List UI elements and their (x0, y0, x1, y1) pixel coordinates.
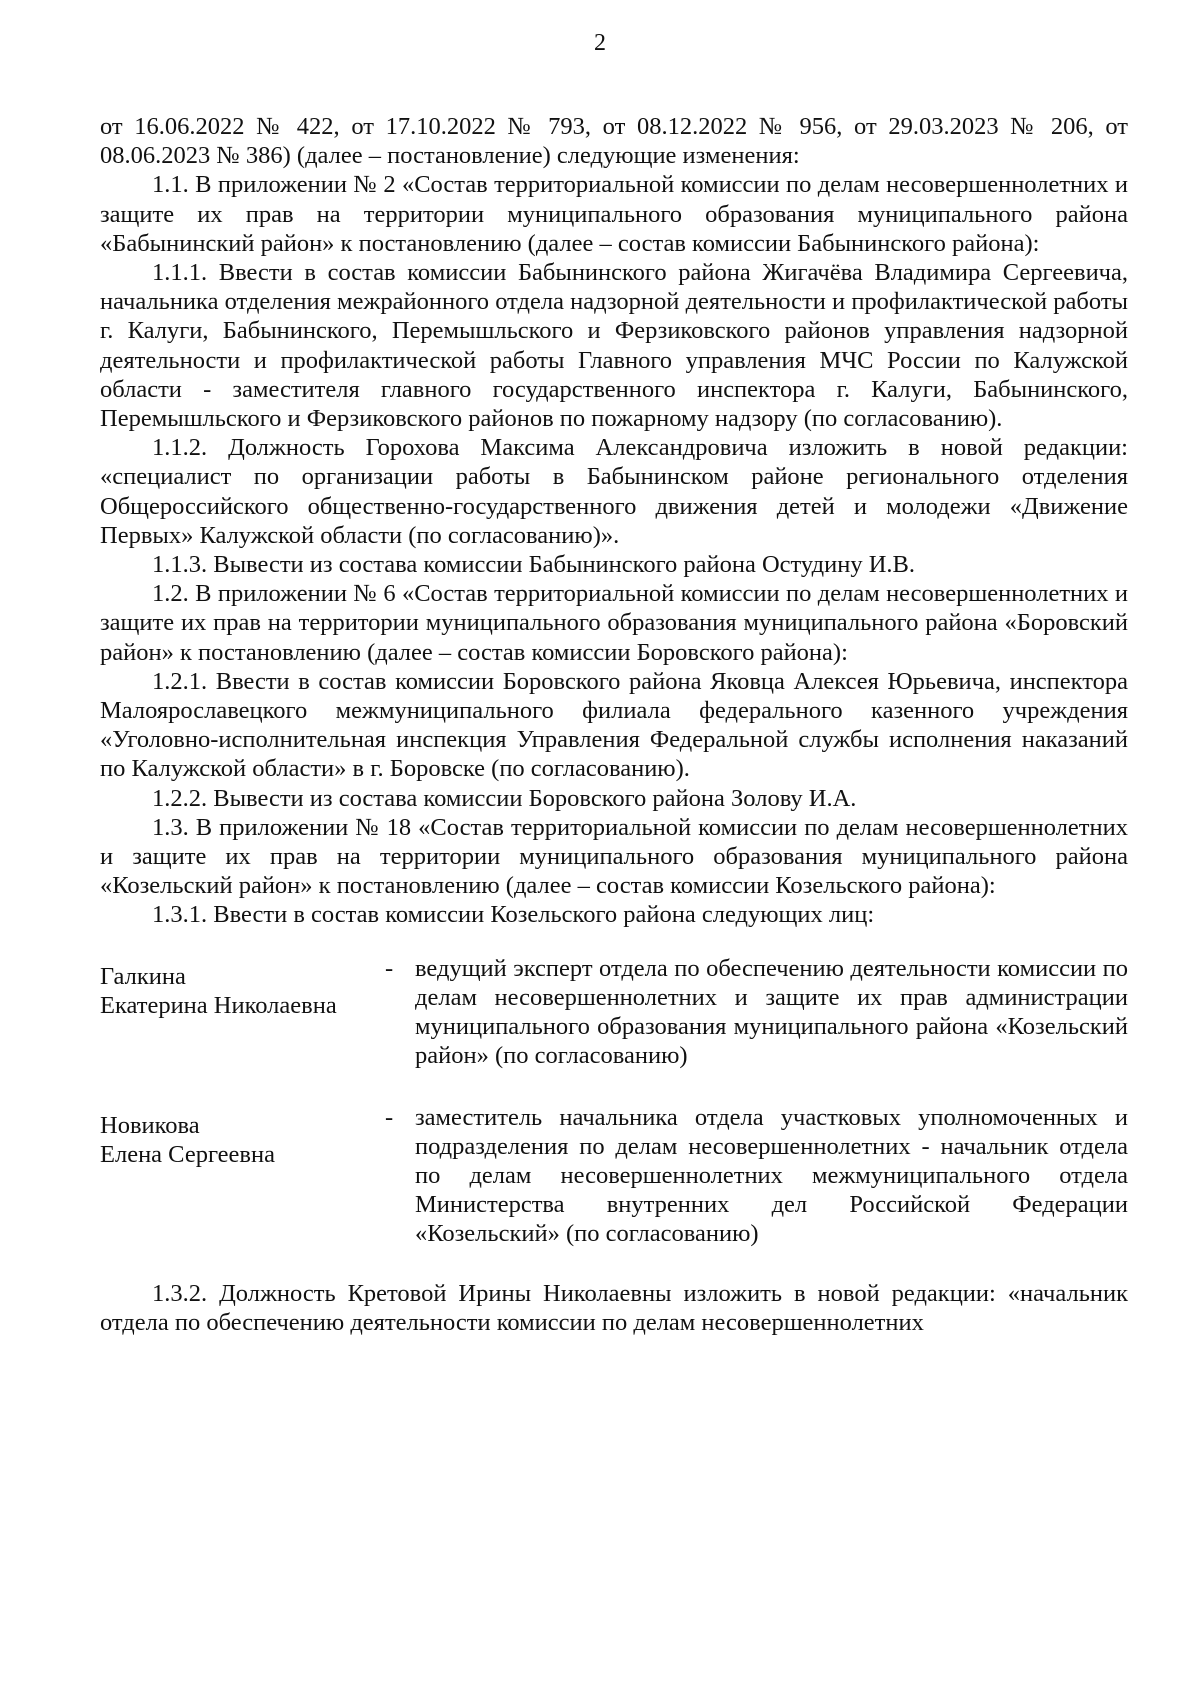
document-body (100, 112, 1128, 1337)
paragraph-1-1-1: 1.1.1. Ввести в состав комиссии Бабынинского района Жигачёва Владимира Сергеевича, начальника отделения межрайонного отдела надзорной деятельности и профилактической работы г. Калуги, Бабынинского, Перемышльского и Ферзиковского районов управления надзорной деятельности и профилактической работы Главного управления МЧС России по Калужской области - заместителя главного государственного инспектора г. Калуги, Бабынинского, Перемышльского и Ферзиковского районов по пожарному надзору (по согласованию). (100, 259, 1128, 433)
member-name (100, 1103, 385, 1169)
paragraph-1-3-1: 1.3.1. Ввести в состав комиссии Козельского района следующих лиц: (152, 901, 875, 929)
members-list (100, 954, 1128, 1249)
member-given-names: Елена Сергеевна (100, 1140, 275, 1168)
member-entry (100, 1103, 1128, 1249)
paragraph-1-2: 1.2. В приложении № 6 «Состав территориальной комиссии по делам несовершеннолетних и защите их прав на территории муниципального образования муниципального района «Боровский район» к постановлению (далее – состав комиссии Боровского района): (100, 580, 1128, 666)
member-given-names: Екатерина Николаевна (100, 991, 337, 1019)
paragraph-1-3-2: 1.3.2. Должность Кретовой Ирины Николаевны изложить в новой редакции: «начальник отдела по обеспечению деятельности комиссии по делам несовершеннолетних (100, 1279, 1128, 1336)
member-dash: - (385, 1103, 394, 1131)
member-surname: Галкина (100, 962, 186, 990)
member-surname: Новикова (100, 1111, 200, 1139)
paragraph-1-2-1: 1.2.1. Ввести в состав комиссии Боровского района Яковца Алексея Юрьевича, инспектора Малоярославецкого межмуниципального филиала федерального казенного учреждения «Уголовно-исполнительная инспекция Управления Федеральной службы исполнения наказаний по Калужской области» в г. Боровске (по согласованию). (100, 667, 1128, 783)
member-description: заместитель начальника отдела участковых уполномоченных и подразделения по делам несовершеннолетних - начальник отдела по делам несовершеннолетних межмуниципального отдела Министерства внутренних дел Российской Федерации «Козельский» (по согласованию) (415, 1103, 1128, 1248)
member-name (100, 954, 385, 1020)
paragraph-1-1-2: 1.1.2. Должность Горохова Максима Александровича изложить в новой редакции: «специалист по организации работы в Бабынинском районе регионального отделения Общероссийского общественно-государственного движения детей и молодежи «Движение Первых» Калужской области (по согласованию)». (100, 434, 1128, 549)
member-entry (100, 954, 1128, 1071)
paragraph-1-1: 1.1. В приложении № 2 «Состав территориальной комиссии по делам несовершеннолетних и защите их прав на территории муниципального образования муниципального района «Бабынинский район» к постановлению (далее – состав комиссии Бабынинского района): (100, 171, 1128, 257)
member-description: ведущий эксперт отдела по обеспечению деятельности комиссии по делам несовершеннолетних и защите их прав администрации муниципального образования муниципального района «Козельский район» (по согласованию) (415, 954, 1128, 1070)
paragraph-1-1-3: 1.1.3. Вывести из состава комиссии Бабынинского района Остудину И.В. (152, 551, 915, 579)
paragraph-1-3: 1.3. В приложении № 18 «Состав территориальной комиссии по делам несовершеннолетних и защите их прав на территории муниципального образования муниципального района «Козельский район» к постановлению (далее – состав комиссии Козельского района): (100, 813, 1128, 900)
paragraph-amendments-intro: от 16.06.2022 № 422, от 17.10.2022 № 793, от 08.12.2022 № 956, от 29.03.2023 № 206, от 08.06.2023 № 386) (далее – постановление) следующие изменения: (100, 113, 1128, 170)
member-dash: - (385, 954, 394, 982)
page-number: 2 (594, 30, 606, 56)
paragraph-1-2-2: 1.2.2. Вывести из состава комиссии Боровского района Золову И.А. (152, 784, 857, 812)
